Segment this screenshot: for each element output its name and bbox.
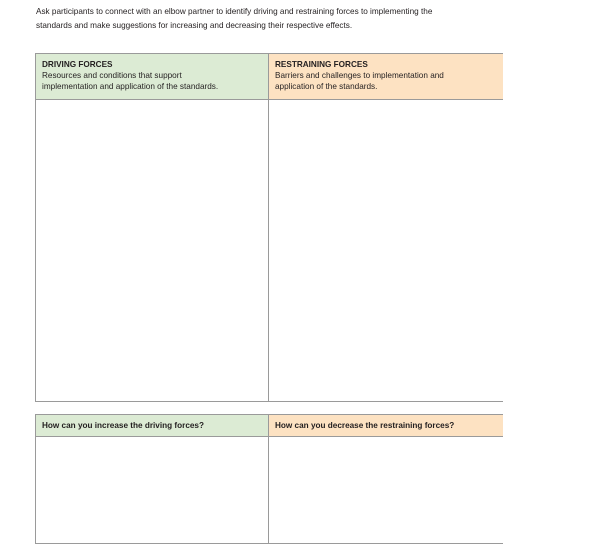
instructions-line-1: Ask participants to connect with an elbow partner to identify driving and restraining forces to implementing the <box>36 7 433 16</box>
restraining-forces-title: RESTRAINING FORCES <box>275 60 368 69</box>
restraining-forces-answer-area[interactable] <box>269 100 503 401</box>
decrease-restraining-answer-area[interactable] <box>269 437 503 543</box>
driving-forces-header <box>36 54 269 100</box>
forces-table <box>35 53 503 402</box>
driving-forces-desc-line-2: implementation and application of the standards. <box>42 82 219 91</box>
driving-forces-desc-line-1: Resources and conditions that support <box>42 71 182 80</box>
decrease-restraining-question: How can you decrease the restraining forces? <box>275 421 455 430</box>
increase-driving-question: How can you increase the driving forces? <box>42 421 204 430</box>
restraining-forces-desc-line-1: Barriers and challenges to implementation and <box>275 71 444 80</box>
questions-table <box>35 414 503 544</box>
decrease-restraining-header <box>269 415 503 437</box>
driving-forces-title: DRIVING FORCES <box>42 60 113 69</box>
restraining-forces-desc-line-2: application of the standards. <box>275 82 378 91</box>
instructions-paragraph <box>36 5 516 33</box>
increase-driving-answer-area[interactable] <box>36 437 269 543</box>
increase-driving-header <box>36 415 269 437</box>
driving-forces-answer-area[interactable] <box>36 100 269 401</box>
restraining-forces-header <box>269 54 503 100</box>
instructions-line-2: standards and make suggestions for increasing and decreasing their respective effects. <box>36 21 353 30</box>
